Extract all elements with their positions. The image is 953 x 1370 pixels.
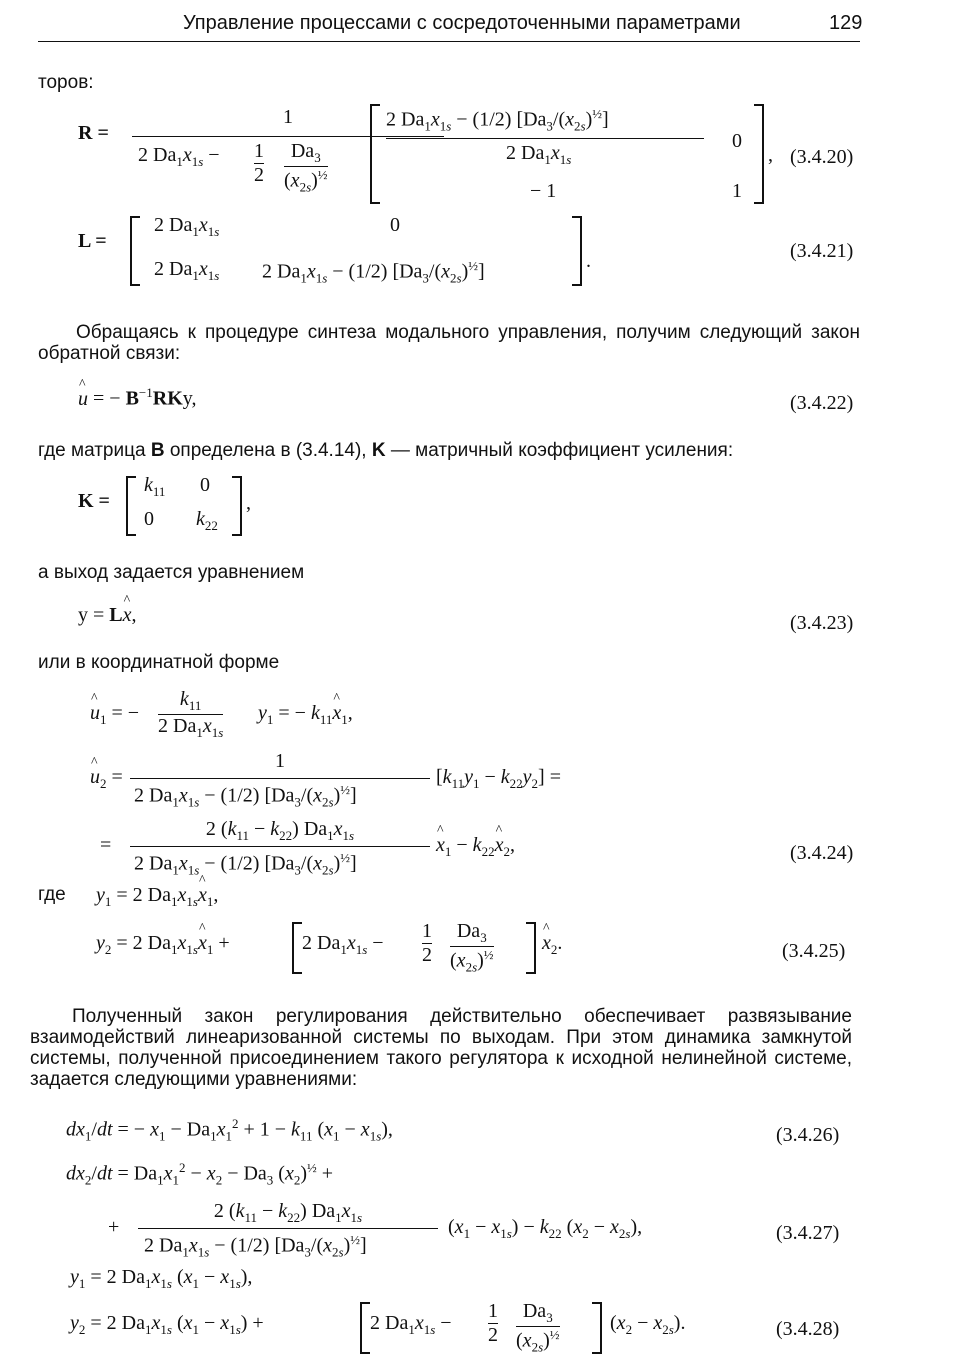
eqno-3-4-26: (3.4.26) <box>776 1124 840 1146</box>
paragraph-2: где матрица B определена в (3.4.14), K — матричный коэффициент усиления: <box>38 440 734 461</box>
eqno-3-4-25: (3.4.25) <box>782 940 846 962</box>
equation-3-4-20: R = 1 2 $Da_1x_{1s}$ − 1 2 $Da_3$ $(x_{2s})^{\frac{1}{2}}$ 2 $Da_1x_{1s} - (1/2)$ $[Da_3/(x_{2s})^{\frac{1}{2}}]$ 2 $Da_1x_{1s}$ − 1 0 1 , <box>78 106 773 202</box>
equation-3-4-24-line-2: ^ $u_2$ = 1 2 $Da_1x_{1s} - (1/2)$ $[Da_3/(x_{2s})^{\frac{1}{2}}]$ $[k_{11}y_1 - k_{22}y_2]$ = <box>90 750 790 810</box>
paragraph-4: или в координатной форме <box>38 652 280 673</box>
equation-3-4-22: ^ u = − $B^{-1}RKy$, <box>78 385 196 411</box>
paragraph-1: Обращаясь к процедуре синтеза модального управления, получим следующий закон обратной связи: <box>38 322 860 364</box>
equation-3-4-27-line-1: $dx_2/dt = Da_1x_1^2 - x_2 - Da_3$ $(x_2)^{\frac{1}{2}}$ + <box>66 1160 334 1188</box>
equation-3-4-26: $dx_1/dt$ = − $x_1 - Da_1x_1^2 + 1 - k_{11}$ $(x_1 - x_{1s})$, <box>66 1116 393 1144</box>
eqno-3-4-28: (3.4.28) <box>776 1318 840 1340</box>
equation-3-4-21: L = 2 $Da_1x_{1s}$ 0 2 $Da_1x_{1s}$ 2 $Da_1x_{1s} - (1/2)$ $[Da_3/(x_{2s})^{\frac{1}{2}}]$ . <box>78 214 591 286</box>
equation-3-4-23: y = L^ x, <box>78 604 137 627</box>
header-rule <box>38 41 860 42</box>
page-number: 129 <box>829 12 863 34</box>
equation-3-4-25-line-1: $y_1 = 2$ $Da_1x_{1s}\^{}$ $x_1$, <box>96 884 218 910</box>
equation-K-matrix: K = $k_{11}$ 0 0 $k_{22}$ , <box>78 470 298 540</box>
equation-3-4-24-line-3: = 2 $(k_{11} - k_{22})$ $Da_1x_{1s}$ 2 $Da_1x_{1s} - (1/2)$ $[Da_3/(x_{2s})^{\frac{1}{2}}]$ ^ $x_1$ − $k_{22}\^{}$ $x_2$, <box>90 818 790 878</box>
equation-3-4-25-line-2: $y_2 = 2$ $Da_1x_{1s}\^{}$ $x_1$ + 2 $Da_1x_{1s}$ − 1 2 $Da_3$ $(x_{2s})^{\frac{1}{2}}$ ^ $x_2$. <box>96 916 776 976</box>
equation-3-4-27-line-2: + 2 $(k_{11} - k_{22})$ $Da_1x_{1s}$ 2 $Da_1x_{1s} - (1/2)$ $[Da_3/(x_{2s})^{\frac{1}{2}}]$ $(x_1 - x_{1s}) - k_{22}$ $(x_2 - x_{2s})$, <box>108 1200 643 1260</box>
eqno-3-4-22: (3.4.22) <box>790 392 854 414</box>
paragraph-5: Полученный закон регулирования действительно обеспечивает развязывание взаимодействий линеаризованной системы по выходам. При этом динамика замкнутой системы, полученной присоединением такого регулятора к исходной нелинейной системе, задается следующими уравнениями: <box>30 1006 852 1090</box>
eqno-3-4-24: (3.4.24) <box>790 842 854 864</box>
equation-3-4-24-line-1: ^ $u_1$ = − $k_{11}$ 2 $Da_1x_{1s}$ $y_1$ = − $k_{11}\^{}$ $x_1$, <box>90 688 790 738</box>
eqno-3-4-27: (3.4.27) <box>776 1222 840 1244</box>
eqno-3-4-20: (3.4.20) <box>790 146 854 168</box>
intro-word: торов: <box>38 72 94 93</box>
equation-3-4-28-line-2: $y_2 = 2$ $Da_1x_{1s}$ $(x_1 - x_{1s})$ + 2 $Da_1x_{1s}$ − 1 2 $Da_3$ $(x_{2s})^{\frac{1}{2}}$ $(x_2 - x_{2s})$. <box>70 1300 686 1355</box>
paragraph-3: а выход задается уравнением <box>38 562 305 583</box>
where-label: где <box>38 884 66 905</box>
equation-3-4-28-line-1: $y_1 = 2$ $Da_1x_{1s}$ $(x_1 - x_{1s})$, <box>70 1266 253 1291</box>
eqno-3-4-23: (3.4.23) <box>790 612 854 634</box>
eqno-3-4-21: (3.4.21) <box>790 240 854 262</box>
running-header: Управление процессами с сосредоточенными параметрами <box>183 12 741 34</box>
